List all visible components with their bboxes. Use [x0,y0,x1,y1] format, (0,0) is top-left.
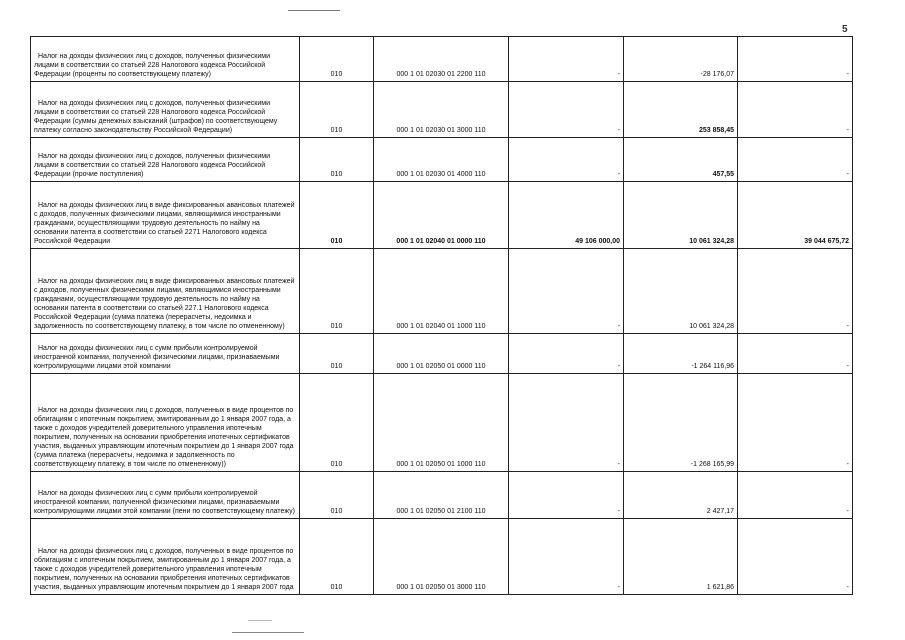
table-row [31,472,853,519]
income-report-table [30,36,853,595]
approved-cell: - [509,472,624,519]
approved-cell: - [509,334,624,374]
executed-cell: 10 061 324,28 [624,182,738,249]
approved-cell: 49 106 000,00 [509,182,624,249]
unexecuted-cell: - [738,138,853,182]
executed-cell: -1 268 165,99 [624,374,738,472]
executed-cell: 457,55 [624,138,738,182]
budget-code-cell: 000 1 01 02050 01 1000 110 [374,374,509,472]
income-name-cell: Налог на доходы физических лиц в виде фиксированных авансовых платежей с доходов, полученных физическими лицами, являющимися иностранными гражданами, осуществляющими трудовую деятельность по найму на основании патента в соответствии со статьей 2271 Налогового кодекса Российской Федерации [31,182,300,249]
income-name-cell: Налог на доходы физических лиц с доходов, полученных в виде процентов по облигациям с ипотечным покрытием, эмитированным до 1 января 2007 года, а также с доходов учредителей доверительного управления ипотечным покрытием, полученных на основании приобретения ипотечных сертификатов участия, выданных управляющим ипотечным покрытием до 1 января 2007 года (сумма платежа (перерасчеты, недоимка и задолженность по соответствующему платежу, в том числе по отмененному)) [31,374,300,472]
bottom-scan-mark [248,620,272,621]
approved-cell: - [509,138,624,182]
income-name-cell: Налог на доходы физических лиц с сумм прибыли контролируемой иностранной компании, полученной физическими лицами, признаваемыми контролирующими лицами этой компании (пени по соответствующему платежу) [31,472,300,519]
table-row [31,519,853,595]
approved-cell: - [509,519,624,595]
budget-code-cell: 000 1 01 02030 01 3000 110 [374,82,509,138]
line-code-cell: 010 [300,37,374,82]
income-name-cell: Налог на доходы физических лиц в виде фиксированных авансовых платежей с доходов, полученных физическими лицами, являющимися иностранными гражданами, осуществляющими трудовую деятельность по найму на основании патента в соответствии со статьей 227.1 Налогового кодекса Российской Федерации (сумма платежа (перерасчеты, недоимка и задолженность по соответствующему платежу, в том числе по отмененному) [31,249,300,334]
table-row [31,334,853,374]
unexecuted-cell: - [738,472,853,519]
approved-cell: - [509,374,624,472]
income-name-cell: Налог на доходы физических лиц с доходов, полученных физическими лицами в соответствии со статьей 228 Налогового кодекса Российской Федерации (прочие поступления) [31,138,300,182]
income-name-cell: Налог на доходы физических лиц с доходов, полученных физическими лицами в соответствии со статьей 228 Налогового кодекса Российской Федерации (проценты по соответствующему платежу) [31,37,300,82]
unexecuted-cell: - [738,334,853,374]
line-code-cell: 010 [300,138,374,182]
budget-code-cell: 000 1 01 02030 01 4000 110 [374,138,509,182]
unexecuted-cell: - [738,82,853,138]
executed-cell: 10 061 324,28 [624,249,738,334]
budget-code-cell: 000 1 01 02040 01 0000 110 [374,182,509,249]
top-scan-line [288,10,340,11]
income-name-cell: Налог на доходы физических лиц с сумм прибыли контролируемой иностранной компании, полученной физическими лицами, признаваемыми контролирующими лицами этой компании [31,334,300,374]
line-code-cell: 010 [300,249,374,334]
approved-cell: - [509,249,624,334]
bottom-scan-line [232,632,304,633]
income-name-cell: Налог на доходы физических лиц с доходов, полученных физическими лицами в соответствии со статьей 228 Налогового кодекса Российской Федерации (суммы денежных взысканий (штрафов) по соответствующему платежу согласно законодательству Российской Федерации) [31,82,300,138]
unexecuted-cell: 39 044 675,72 [738,182,853,249]
budget-code-cell: 000 1 01 02050 01 2100 110 [374,472,509,519]
unexecuted-cell: - [738,374,853,472]
table-row [31,82,853,138]
unexecuted-cell: - [738,519,853,595]
income-name-cell: Налог на доходы физических лиц с доходов, полученных в виде процентов по облигациям с ипотечным покрытием, эмитированным до 1 января 2007 года, а также с доходов учредителей доверительного управления ипотечным покрытием, полученных на основании приобретения ипотечных сертификатов участия, выданных управляющим ипотечным покрытием до 1 января 2007 года [31,519,300,595]
budget-code-cell: 000 1 01 02030 01 2200 110 [374,37,509,82]
approved-cell: - [509,82,624,138]
executed-cell: -1 264 116,96 [624,334,738,374]
budget-code-cell: 000 1 01 02050 01 3000 110 [374,519,509,595]
executed-cell: 2 427,17 [624,472,738,519]
executed-cell: -28 176,07 [624,37,738,82]
table-row [31,374,853,472]
executed-cell: 1 621,86 [624,519,738,595]
line-code-cell: 010 [300,519,374,595]
table-row [31,249,853,334]
budget-code-cell: 000 1 01 02050 01 0000 110 [374,334,509,374]
table-row [31,182,853,249]
unexecuted-cell: - [738,37,853,82]
budget-code-cell: 000 1 01 02040 01 1000 110 [374,249,509,334]
line-code-cell: 010 [300,472,374,519]
line-code-cell: 010 [300,374,374,472]
line-code-cell: 010 [300,82,374,138]
page-number: 5 [842,24,848,35]
table-row [31,37,853,82]
table-row [31,138,853,182]
line-code-cell: 010 [300,334,374,374]
unexecuted-cell: - [738,249,853,334]
approved-cell: - [509,37,624,82]
line-code-cell: 010 [300,182,374,249]
executed-cell: 253 858,45 [624,82,738,138]
